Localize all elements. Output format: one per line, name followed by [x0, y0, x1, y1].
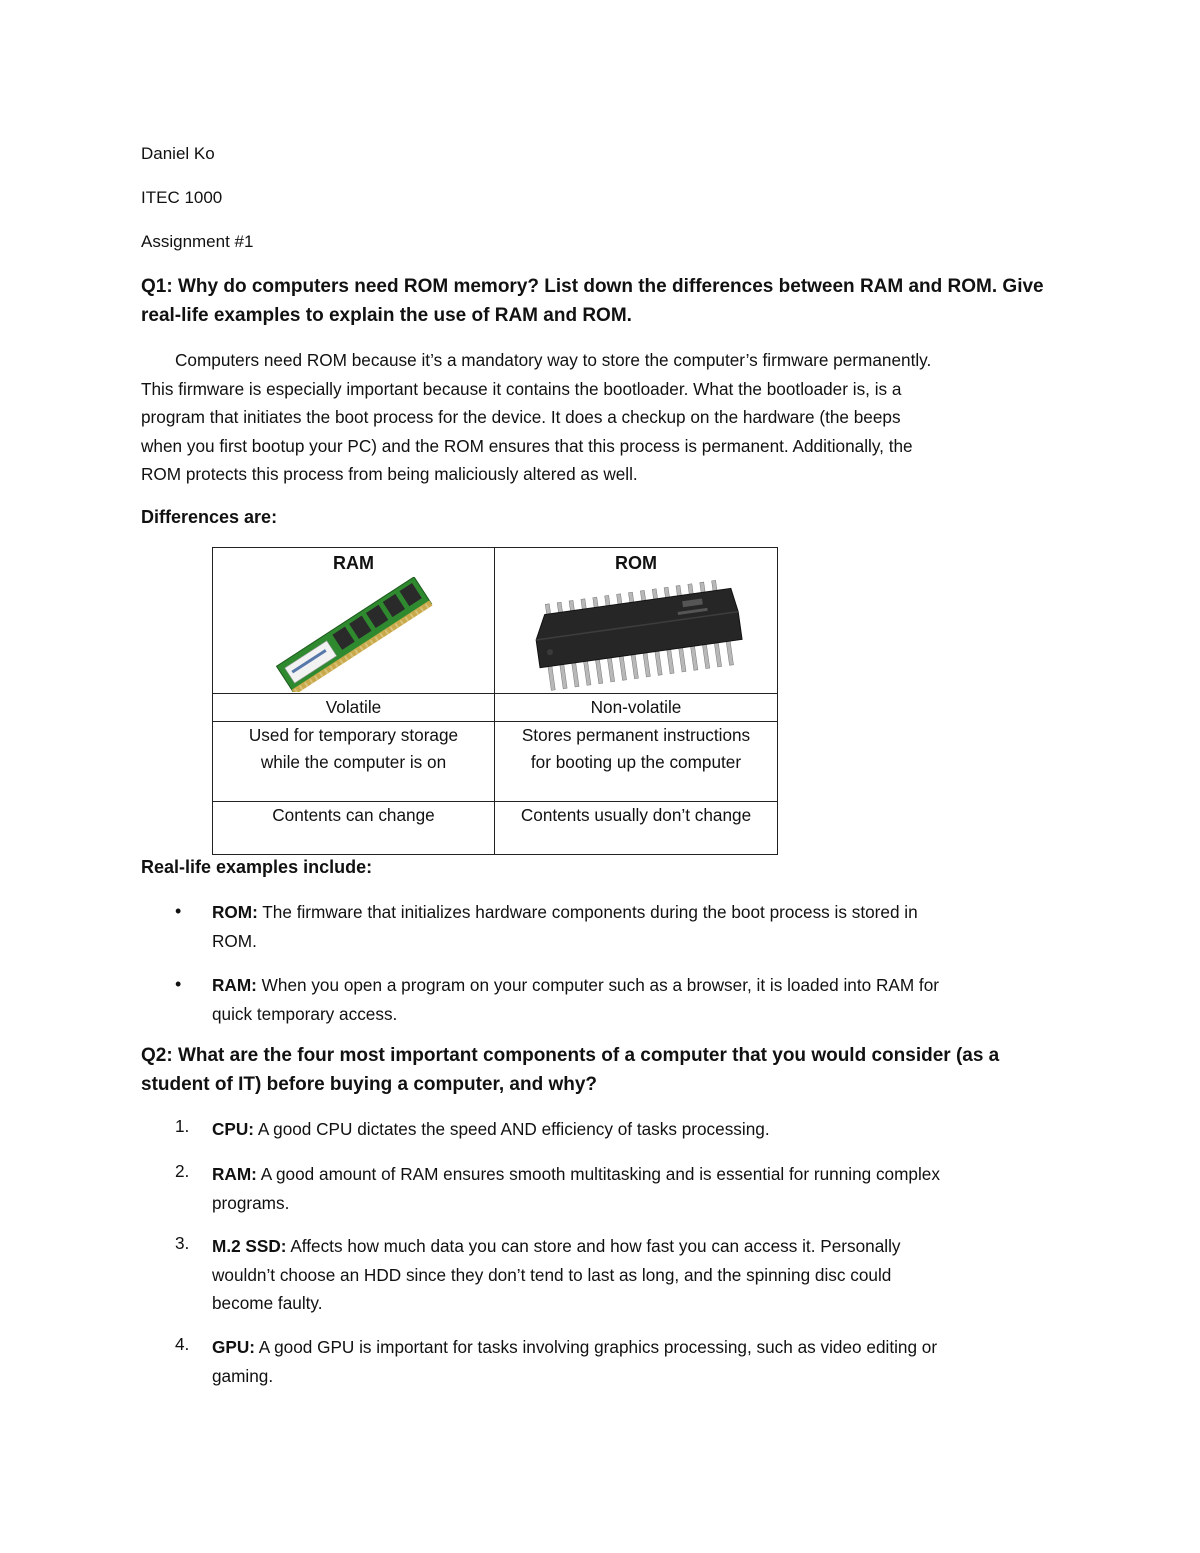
- component-term: GPU:: [212, 1337, 255, 1357]
- ram-column-header: RAM: [333, 553, 374, 573]
- list-item: [212, 1115, 1072, 1144]
- list-number: 3.: [175, 1233, 190, 1253]
- component-term: RAM:: [212, 1164, 257, 1184]
- list-item: [212, 898, 1072, 955]
- q1-title-line1: Q1: Why do computers need ROM memory? List down the differences between RAM and ROM. Give: [141, 276, 1044, 297]
- component-term: M.2 SSD:: [212, 1236, 287, 1256]
- example-text: The firmware that initializes hardware components during the boot process is stored in: [262, 902, 918, 922]
- component-text: programs.: [212, 1192, 290, 1213]
- q1-answer-line: ROM protects this process from being maliciously altered as well.: [141, 464, 638, 485]
- example-term: RAM:: [212, 975, 257, 995]
- ram-header-cell: [213, 548, 495, 694]
- table-row: [213, 722, 778, 802]
- table-cell: Non-volatile: [495, 694, 778, 722]
- list-item: [212, 1232, 1072, 1318]
- example-text: quick temporary access.: [212, 1003, 398, 1024]
- q2-title-line1: Q2: What are the four most important components of a computer that you would consider (as a: [141, 1045, 1000, 1066]
- table-cell: Contents can change: [213, 802, 495, 855]
- list-number: 2.: [175, 1161, 190, 1181]
- table-header-row: [213, 548, 778, 694]
- q1-answer-line: Computers need ROM because it’s a mandatory way to store the computer’s firmware permanently.: [175, 350, 932, 370]
- example-term: ROM:: [212, 902, 258, 922]
- rom-header-cell: [495, 548, 778, 694]
- author-name: Daniel Ko: [141, 144, 215, 163]
- component-text: A good GPU is important for tasks involving graphics processing, such as video editing or: [258, 1337, 938, 1357]
- course-code: ITEC 1000: [141, 188, 223, 207]
- component-text: become faulty.: [212, 1293, 323, 1314]
- rom-chip-image: [526, 577, 746, 692]
- table-row: [213, 694, 778, 722]
- q1-title-line2: real-life examples to explain the use of RAM and ROM.: [141, 305, 632, 326]
- example-text: When you open a program on your computer such as a browser, it is loaded into RAM for: [261, 975, 939, 995]
- bullet-icon: •: [175, 901, 182, 921]
- table-row: [213, 802, 778, 855]
- list-item: [212, 1160, 1072, 1217]
- list-item: [212, 971, 1072, 1028]
- differences-heading: Differences are:: [141, 507, 278, 527]
- examples-heading: Real-life examples include:: [141, 857, 373, 877]
- list-number: 1.: [175, 1116, 190, 1136]
- table-cell: Contents usually don’t change: [495, 802, 778, 855]
- q1-answer: [141, 346, 1071, 489]
- q1-answer-line: when you first bootup your PC) and the ROM ensures that this process is permanent. Additionally, the: [141, 435, 913, 456]
- ram-rom-comparison-table: [212, 547, 778, 855]
- q1-answer-line: This firmware is especially important because it contains the bootloader. What the bootloader is, is a: [141, 378, 902, 399]
- table-cell: Stores permanent instructions for booting up the computer: [495, 722, 778, 802]
- list-number: 4.: [175, 1334, 190, 1354]
- q2-title-line2: student of IT) before buying a computer, and why?: [141, 1074, 598, 1095]
- q1-answer-line: program that initiates the boot process for the device. It does a checkup on the hardware (the beeps: [141, 407, 901, 428]
- assignment-title: Assignment #1: [141, 232, 254, 251]
- example-text: ROM.: [212, 930, 257, 951]
- ram-stick-image: [269, 577, 439, 692]
- bullet-icon: •: [175, 974, 182, 994]
- component-text: A good amount of RAM ensures smooth multitasking and is essential for running complex: [260, 1164, 940, 1184]
- list-item: [212, 1333, 1072, 1390]
- component-term: CPU:: [212, 1119, 255, 1139]
- table-cell: Volatile: [213, 694, 495, 722]
- component-text: wouldn’t choose an HDD since they don’t tend to last as long, and the spinning disc could: [212, 1264, 892, 1285]
- rom-column-header: ROM: [615, 553, 657, 573]
- component-text: A good CPU dictates the speed AND efficiency of tasks processing.: [257, 1119, 770, 1139]
- table-cell: Used for temporary storage while the computer is on: [213, 722, 495, 802]
- component-text: Affects how much data you can store and how fast you can access it. Personally: [290, 1236, 901, 1256]
- component-text: gaming.: [212, 1365, 274, 1386]
